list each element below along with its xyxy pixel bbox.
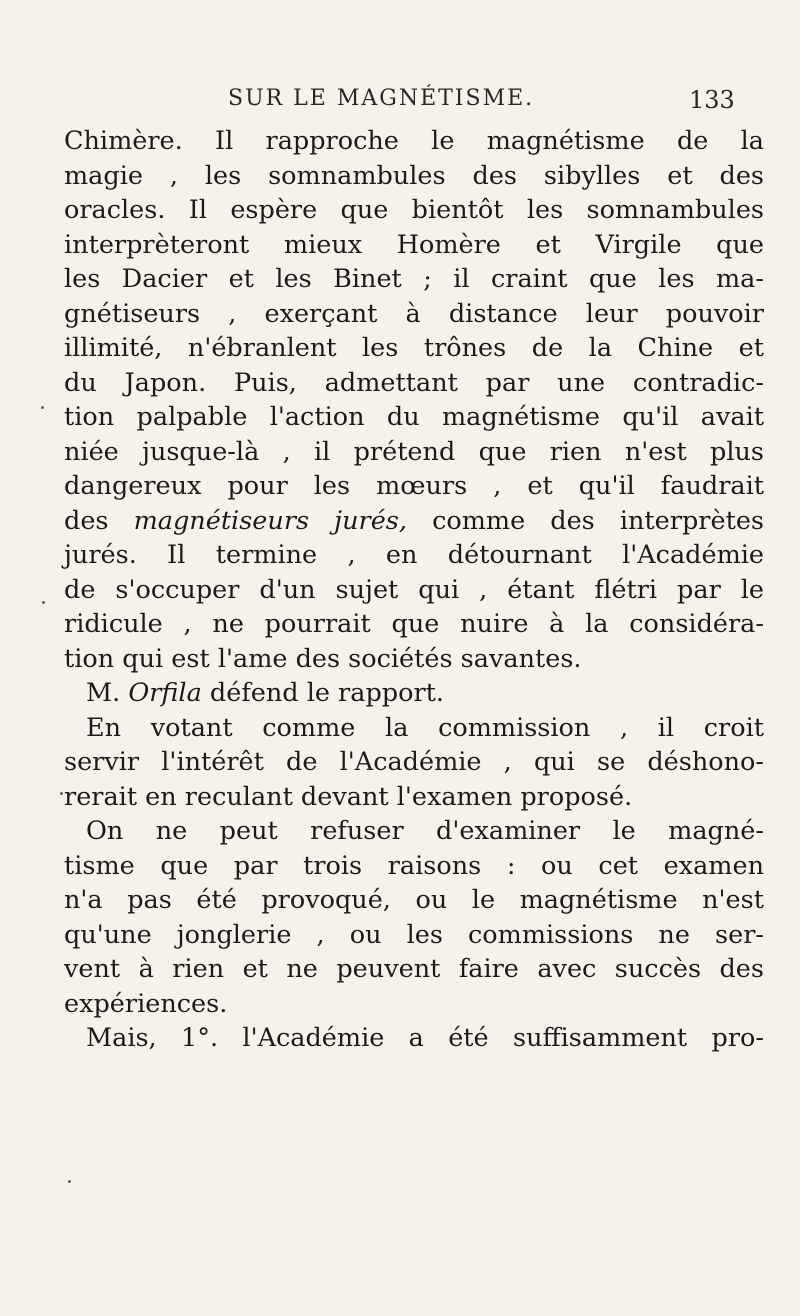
paper-speck: [41, 406, 44, 409]
paper-speck: [68, 1180, 71, 1183]
text-segment: M.: [86, 678, 129, 708]
text-line: les Dacier et les Binet ; il craint que les ma-: [64, 264, 764, 294]
text-line: On ne peut refuser d'examiner le magné-: [86, 816, 764, 846]
text-line: rerait en reculant devant l'examen proposé.: [64, 781, 633, 812]
text-line: Mais, 1°. l'Académie a été suffisamment pro-: [86, 1023, 764, 1053]
text-segment: des: [64, 505, 134, 536]
page-number: 133: [689, 86, 735, 114]
text-line: gnétiseurs , exerçant à distance leur pouvoir: [64, 298, 764, 329]
text-line: tion qui est l'ame des sociétés savantes.: [64, 643, 582, 674]
text-line: interprèteront mieux Homère et Virgile que: [64, 229, 764, 260]
text-line: En votant comme la commission , il croit: [86, 712, 764, 743]
text-line: expériences.: [64, 988, 228, 1019]
text-line: [64, 676, 764, 711]
text-line: jurés. Il termine , en détournant l'Académie: [64, 540, 764, 570]
text-line: vent à rien et ne peuvent faire avec succès des: [64, 954, 764, 984]
text-line: dangereux pour les mœurs , et qu'il faudrait: [64, 471, 764, 501]
text-line: niée jusque-là , il prétend que rien n'est plus: [64, 436, 764, 467]
page-header: [0, 86, 800, 120]
text-segment: comme des interprètes: [407, 505, 764, 536]
paper-speck: [60, 792, 63, 795]
text-line: tisme que par trois raisons : ou cet examen: [64, 850, 764, 881]
text-line: qu'une jonglerie , ou les commissions ne ser-: [64, 919, 764, 950]
text-line: ridicule , ne pourrait que nuire à la considéra-: [64, 609, 764, 639]
text-line: de s'occuper d'un sujet qui , étant flétri par le: [64, 574, 764, 605]
body-text: [64, 124, 764, 1056]
text-line: du Japon. Puis, admettant par une contradic-: [64, 367, 764, 398]
text-line: oracles. Il espère que bientôt les somnambules: [64, 195, 764, 225]
text-line: [64, 504, 764, 539]
text-line: tion palpable l'action du magnétisme qu'il avait: [64, 402, 764, 432]
text-line: magie , les somnambules des sibylles et des: [64, 160, 764, 191]
running-head: SUR LE MAGNÉTISME.: [228, 86, 535, 111]
text-line: Chimère. Il rapproche le magnétisme de la: [64, 126, 764, 156]
paper-speck: [42, 601, 45, 604]
text-line: illimité, n'ébranlent les trônes de la Chine et: [64, 333, 764, 363]
text-line: servir l'intérêt de l'Académie , qui se déshono-: [64, 747, 764, 777]
italic-term: magnétiseurs jurés,: [133, 505, 407, 536]
text-segment: défend le rapport.: [201, 678, 444, 708]
speaker-name: Orfila: [128, 678, 202, 708]
text-line: n'a pas été provoqué, ou le magnétisme n'est: [64, 885, 764, 915]
